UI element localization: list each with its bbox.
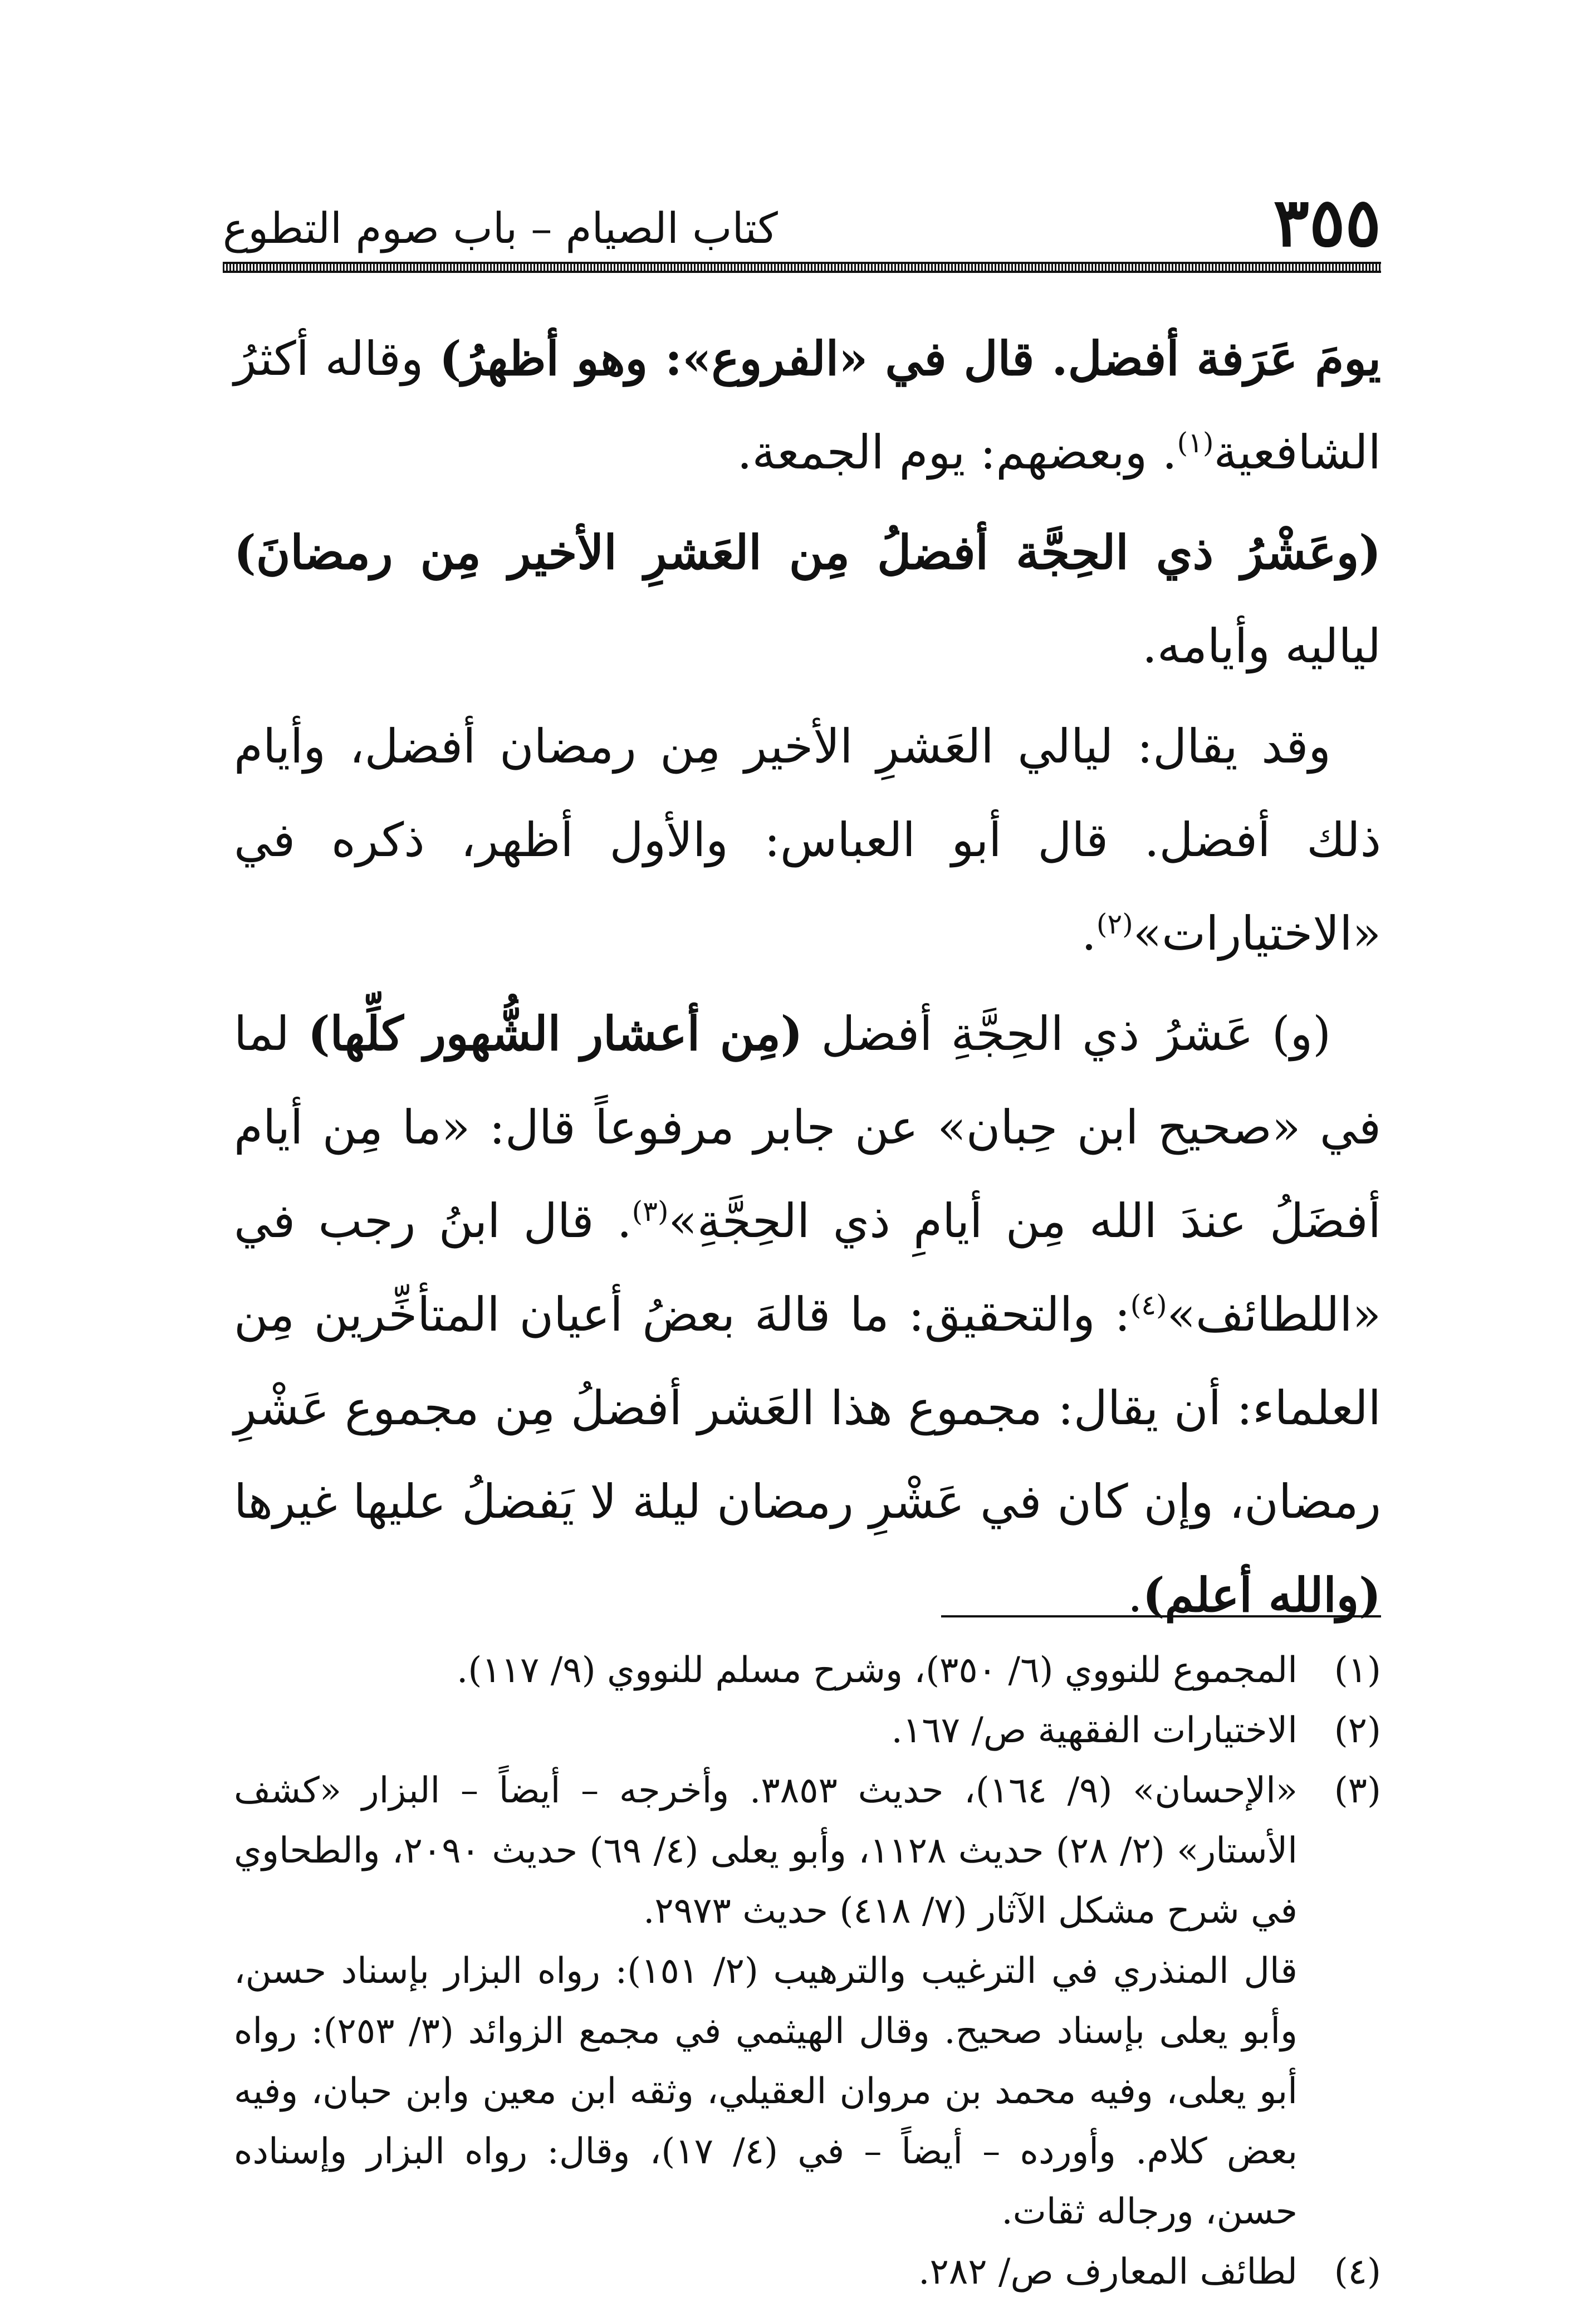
footnote-4 bbox=[234, 2242, 1381, 2302]
bold-text: (وعَشْرُ ذي الحِجَّة أفضلُ مِن العَشرِ الأخير مِن رمضانَ) bbox=[234, 525, 1381, 580]
paragraph-3 bbox=[234, 700, 1381, 980]
footnote-number: (٤) bbox=[1334, 2251, 1381, 2293]
page-number: ٣٥٥ bbox=[1273, 183, 1381, 262]
footnotes bbox=[234, 1640, 1381, 2302]
text: : والتحقيق: ما قالهَ بعضُ أعيان المتأخِّرين مِن العلماء: أن يقال: مجموع هذا العَشر أفضلُ مِن مجموع عَشْرِ رمضان، وإن كان في عَشْرِ رمضان ليلة لا يَفضلُ عليها غيرها bbox=[234, 1287, 1381, 1529]
footnote-number: (٢) bbox=[1334, 1710, 1381, 1751]
footnote-3 bbox=[234, 1761, 1381, 1941]
footnote-3-continuation: قال المنذري في الترغيب والترهيب (٢/ ١٥١): رواه البزار بإسناد حسن، وأبو يعلى بإسناد صحيح. وقال الهيثمي في مجمع الزوائد (٣/ ٢٥٣): رواه أبو يعلى، وفيه محمد بن مروان العقيلي، وثقه ابن معين وابن حبان، وفيه بعض كلام. وأورده – أيضاً – في (٤/ ١٧)، وقال: رواه البزار وإسناده حسن، ورجاله ثقات. bbox=[234, 1951, 1298, 2232]
bold-text: يومَ عَرَفة أفضل. قال في «الفروع»: وهو أظهرُ) bbox=[439, 331, 1381, 386]
paragraph-2 bbox=[234, 506, 1381, 693]
footnote-separator bbox=[941, 1615, 1381, 1617]
paragraph-4 bbox=[234, 987, 1381, 1642]
text: (و) عَشرُ ذي الحِجَّةِ أفضل bbox=[802, 1006, 1331, 1061]
text: . bbox=[1081, 906, 1096, 961]
footnote-ref-1: (١) bbox=[1177, 427, 1214, 459]
text: . bbox=[1128, 1568, 1143, 1622]
bold-text: (مِن أعشار الشُّهور كلِّها) bbox=[307, 1006, 803, 1061]
page-header bbox=[223, 184, 1381, 262]
text: وقد يقال: ليالي العَشرِ الأخير مِن رمضان أفضل، وأيام ذلك أفضل. قال أبو العباس: والأول أظهر، ذكره في «الاختيارات» bbox=[234, 719, 1381, 961]
text: لياليه وأيامه. bbox=[1142, 619, 1381, 673]
footnote-2 bbox=[234, 1700, 1381, 1761]
text: وقاله أكثرُ الشافعية bbox=[234, 331, 1381, 480]
bold-text: (والله أعلم) bbox=[1142, 1567, 1381, 1622]
footnote-ref-3: (٣) bbox=[631, 1195, 669, 1228]
footnote-text: لطائف المعارف ص/ ٢٨٢. bbox=[918, 2251, 1298, 2293]
text: . قال ابنُ رجب في «اللطائف» bbox=[234, 1194, 1381, 1342]
footnote-ref-2: (٢) bbox=[1096, 908, 1133, 940]
footnote-text: الاختيارات الفقهية ص/ ١٦٧. bbox=[891, 1710, 1298, 1751]
footnote-text: المجموع للنووي (٦/ ٣٥٠)، وشرح مسلم للنووي (٩/ ١١٧). bbox=[456, 1650, 1298, 1691]
footnote-1 bbox=[234, 1640, 1381, 1700]
header-rule bbox=[223, 262, 1381, 273]
running-title: كتاب الصيام – باب صوم التطوع bbox=[223, 203, 778, 253]
footnote-ref-4: (٤) bbox=[1130, 1289, 1167, 1321]
text: . وبعضهم: يوم الجمعة. bbox=[737, 425, 1177, 480]
footnote-text: «الإحسان» (٩/ ١٦٤)، حديث ٣٨٥٣. وأخرجه – أيضاً – البزار «كشف الأستار» (٢/ ٢٨) حديث ١١٢٨، وأبو يعلى (٤/ ٦٩) حديث ٢٠٩٠، والطحاوي في شرح مشكل الآثار (٧/ ٤١٨) حديث ٢٩٧٣. bbox=[234, 1770, 1298, 1932]
footnote-number: (١) bbox=[1334, 1650, 1381, 1691]
text: لما في «صحيح ابن حِبان» عن جابر مرفوعاً قال: «ما مِن أيام أفضَلُ عندَ الله مِن أيامِ ذي الحِجَّةِ» bbox=[234, 1006, 1381, 1248]
main-text bbox=[234, 312, 1381, 1649]
footnote-number: (٣) bbox=[1334, 1770, 1381, 1811]
paragraph-1 bbox=[234, 312, 1381, 499]
